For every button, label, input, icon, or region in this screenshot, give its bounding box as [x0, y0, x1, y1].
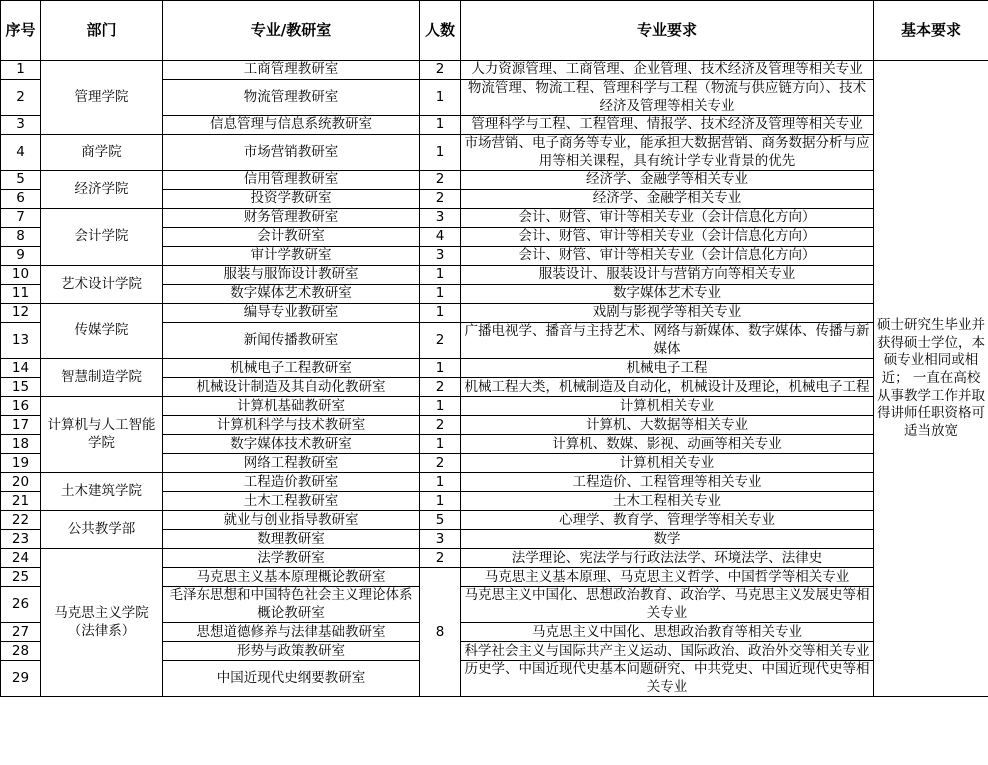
requirement-cell: 会计、财管、审计等相关专业（会计信息化方向）: [461, 209, 874, 228]
count-cell: 1: [420, 492, 461, 511]
office-cell: 工程造价教研室: [163, 473, 420, 492]
row-number-cell: 26: [1, 587, 41, 623]
office-cell: 计算机基础教研室: [163, 397, 420, 416]
count-cell: 3: [420, 530, 461, 549]
requirement-cell: 心理学、教育学、管理学等相关专业: [461, 511, 874, 530]
count-cell: 2: [420, 549, 461, 568]
count-cell: 2: [420, 61, 461, 80]
row-number-cell: 18: [1, 435, 41, 454]
office-cell: 法学教研室: [163, 549, 420, 568]
office-cell: 中国近现代史纲要教研室: [163, 661, 420, 697]
requirement-cell: 戏剧与影视学等相关专业: [461, 304, 874, 323]
count-cell: 1: [420, 135, 461, 171]
department-cell: 智慧制造学院: [41, 359, 163, 397]
department-cell: 经济学院: [41, 171, 163, 209]
requirement-cell: 历史学、中国近现代史基本问题研究、中共党史、中国近现代史等相关专业: [461, 661, 874, 697]
office-cell: 信息管理与信息系统教研室: [163, 116, 420, 135]
row-number-cell: 22: [1, 511, 41, 530]
row-number-cell: 5: [1, 171, 41, 190]
row-number-cell: 10: [1, 266, 41, 285]
office-cell: 机械电子工程教研室: [163, 359, 420, 378]
count-cell: 4: [420, 228, 461, 247]
count-cell: 2: [420, 323, 461, 359]
column-header-basic: 基本要求: [874, 1, 988, 61]
requirement-cell: 经济学、金融学相关专业: [461, 190, 874, 209]
requirement-cell: 数学: [461, 530, 874, 549]
requirement-cell: 法学理论、宪法学与行政法法学、环境法学、法律史: [461, 549, 874, 568]
count-cell: 1: [420, 473, 461, 492]
table-row: [1, 397, 988, 416]
department-cell: 公共教学部: [41, 511, 163, 549]
requirement-cell: 服装设计、服装设计与营销方向等相关专业: [461, 266, 874, 285]
count-cell: 8: [420, 568, 461, 697]
office-cell: 审计学教研室: [163, 247, 420, 266]
department-cell: 土木建筑学院: [41, 473, 163, 511]
office-cell: 财务管理教研室: [163, 209, 420, 228]
table-row: [1, 171, 988, 190]
count-cell: 2: [420, 378, 461, 397]
count-cell: 3: [420, 247, 461, 266]
count-cell: 1: [420, 266, 461, 285]
office-cell: 市场营销教研室: [163, 135, 420, 171]
count-cell: 1: [420, 435, 461, 454]
count-cell: 2: [420, 454, 461, 473]
office-cell: 就业与创业指导教研室: [163, 511, 420, 530]
row-number-cell: 25: [1, 568, 41, 587]
row-number-cell: 15: [1, 378, 41, 397]
row-number-cell: 3: [1, 116, 41, 135]
table-row: [1, 473, 988, 492]
requirement-cell: 广播电视学、播音与主持艺术、网络与新媒体、数字媒体、传播与新媒体: [461, 323, 874, 359]
count-cell: 2: [420, 190, 461, 209]
count-cell: 1: [420, 285, 461, 304]
row-number-cell: 28: [1, 642, 41, 661]
count-cell: 2: [420, 171, 461, 190]
office-cell: 会计教研室: [163, 228, 420, 247]
requirement-cell: 人力资源管理、工商管理、企业管理、技术经济及管理等相关专业: [461, 61, 874, 80]
row-number-cell: 8: [1, 228, 41, 247]
count-cell: 3: [420, 209, 461, 228]
department-cell: 马克思主义学院（法律系）: [41, 549, 163, 697]
row-number-cell: 4: [1, 135, 41, 171]
office-cell: 毛泽东思想和中国特色社会主义理论体系概论教研室: [163, 587, 420, 623]
requirement-cell: 管理科学与工程、工程管理、情报学、技术经济及管理等相关专业: [461, 116, 874, 135]
row-number-cell: 9: [1, 247, 41, 266]
count-cell: 1: [420, 304, 461, 323]
count-cell: 1: [420, 80, 461, 116]
requirement-cell: 机械工程大类，机械制造及自动化，机械设计及理论，机械电子工程: [461, 378, 874, 397]
row-number-cell: 27: [1, 623, 41, 642]
column-header-count: 人数: [420, 1, 461, 61]
row-number-cell: 11: [1, 285, 41, 304]
row-number-cell: 13: [1, 323, 41, 359]
office-cell: 物流管理教研室: [163, 80, 420, 116]
basic-requirement-cell: 硕士研究生毕业并获得硕士学位，本硕专业相同或相近； 一直在高校从事教学工作并取得讲师任职资格可适当放宽: [874, 61, 988, 697]
requirement-cell: 马克思主义中国化、思想政治教育、政治学、马克思主义发展史等相关专业: [461, 587, 874, 623]
requirement-cell: 工程造价、工程管理等相关专业: [461, 473, 874, 492]
requirement-cell: 市场营销、电子商务等专业，能承担大数据营销、商务数据分析与应用等相关课程，具有统计学专业背景的优先: [461, 135, 874, 171]
office-cell: 数字媒体技术教研室: [163, 435, 420, 454]
department-cell: 商学院: [41, 135, 163, 171]
count-cell: 2: [420, 416, 461, 435]
table-row: [1, 359, 988, 378]
requirement-cell: 计算机、大数据等相关专业: [461, 416, 874, 435]
row-number-cell: 20: [1, 473, 41, 492]
requirement-cell: 马克思主义基本原理、马克思主义哲学、中国哲学等相关专业: [461, 568, 874, 587]
column-header-office: 专业/教研室: [163, 1, 420, 61]
count-cell: 1: [420, 397, 461, 416]
requirement-cell: 经济学、金融学等相关专业: [461, 171, 874, 190]
column-header-dept: 部门: [41, 1, 163, 61]
requirement-cell: 计算机相关专业: [461, 454, 874, 473]
requirement-cell: 计算机、数媒、影视、动画等相关专业: [461, 435, 874, 454]
office-cell: 土木工程教研室: [163, 492, 420, 511]
count-cell: 1: [420, 116, 461, 135]
row-number-cell: 7: [1, 209, 41, 228]
row-number-cell: 24: [1, 549, 41, 568]
office-cell: 新闻传播教研室: [163, 323, 420, 359]
table-row: [1, 61, 988, 80]
office-cell: 数理教研室: [163, 530, 420, 549]
row-number-cell: 23: [1, 530, 41, 549]
office-cell: 机械设计制造及其自动化教研室: [163, 378, 420, 397]
department-cell: 传媒学院: [41, 304, 163, 359]
table-row: [1, 209, 988, 228]
requirement-cell: 马克思主义中国化、思想政治教育等相关专业: [461, 623, 874, 642]
row-number-cell: 16: [1, 397, 41, 416]
requirement-cell: 机械电子工程: [461, 359, 874, 378]
table-header-row: [1, 1, 988, 61]
office-cell: 马克思主义基本原理概论教研室: [163, 568, 420, 587]
requirement-cell: 会计、财管、审计等相关专业（会计信息化方向）: [461, 247, 874, 266]
office-cell: 数字媒体艺术教研室: [163, 285, 420, 304]
count-cell: 5: [420, 511, 461, 530]
office-cell: 投资学教研室: [163, 190, 420, 209]
row-number-cell: 29: [1, 661, 41, 697]
row-number-cell: 14: [1, 359, 41, 378]
row-number-cell: 1: [1, 61, 41, 80]
office-cell: 计算机科学与技术教研室: [163, 416, 420, 435]
office-cell: 编导专业教研室: [163, 304, 420, 323]
row-number-cell: 2: [1, 80, 41, 116]
row-number-cell: 6: [1, 190, 41, 209]
requirement-cell: 计算机相关专业: [461, 397, 874, 416]
requirement-cell: 科学社会主义与国际共产主义运动、国际政治、政治外交等相关专业: [461, 642, 874, 661]
requirement-cell: 物流管理、物流工程、管理科学与工程（物流与供应链方向）、技术经济及管理等相关专业: [461, 80, 874, 116]
department-cell: 艺术设计学院: [41, 266, 163, 304]
requirement-cell: 土木工程相关专业: [461, 492, 874, 511]
office-cell: 形势与政策教研室: [163, 642, 420, 661]
row-number-cell: 17: [1, 416, 41, 435]
department-cell: 计算机与人工智能学院: [41, 397, 163, 473]
department-cell: 会计学院: [41, 209, 163, 266]
row-number-cell: 19: [1, 454, 41, 473]
requirement-cell: 数字媒体艺术专业: [461, 285, 874, 304]
office-cell: 信用管理教研室: [163, 171, 420, 190]
requirement-cell: 会计、财管、审计等相关专业（会计信息化方向）: [461, 228, 874, 247]
office-cell: 服装与服饰设计教研室: [163, 266, 420, 285]
count-cell: 1: [420, 359, 461, 378]
column-header-req: 专业要求: [461, 1, 874, 61]
office-cell: 思想道德修养与法律基础教研室: [163, 623, 420, 642]
table-row: [1, 266, 988, 285]
table-row: [1, 511, 988, 530]
office-cell: 网络工程教研室: [163, 454, 420, 473]
row-number-cell: 12: [1, 304, 41, 323]
row-number-cell: 21: [1, 492, 41, 511]
column-header-seq: 序号: [1, 1, 41, 61]
office-cell: 工商管理教研室: [163, 61, 420, 80]
table-row: [1, 304, 988, 323]
table-row: [1, 549, 988, 568]
table-row: [1, 135, 988, 171]
department-cell: 管理学院: [41, 61, 163, 135]
